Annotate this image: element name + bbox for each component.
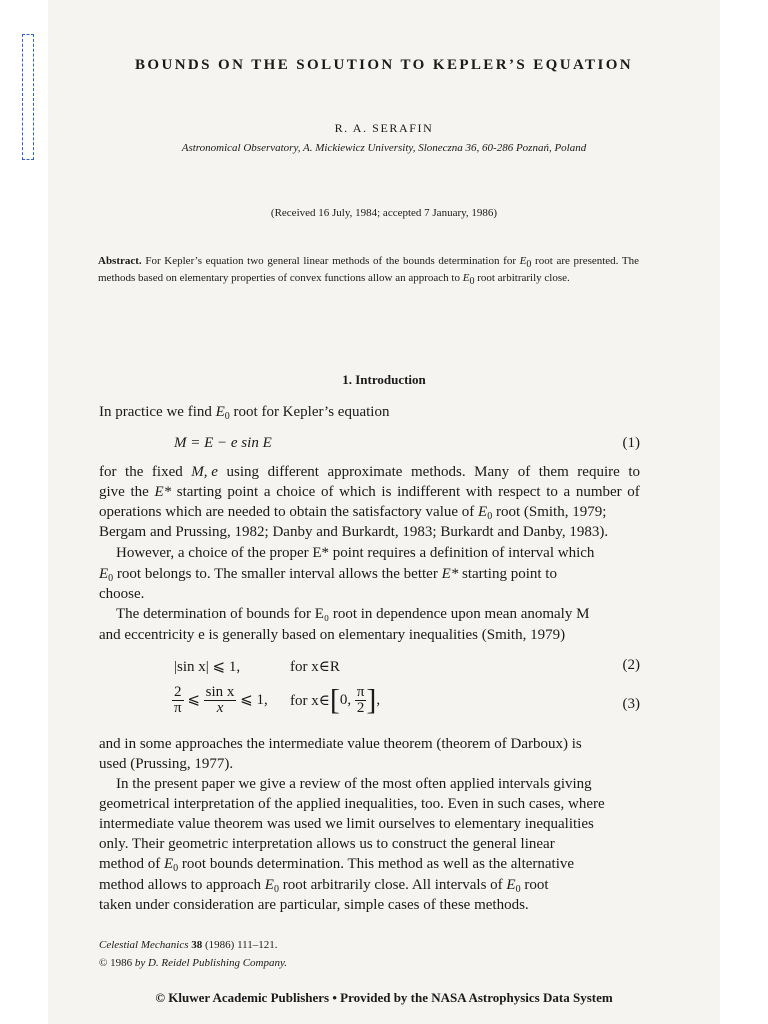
equation-2-condition: for x∈R	[290, 659, 340, 675]
fraction-sinx-over-x: $\frac{\text{sin x}}{x}$	[205, 684, 235, 716]
word: respect	[498, 484, 541, 500]
paragraph-2-line-2	[99, 484, 640, 501]
paragraph-3-line-1: However, a choice of the proper E* point requires a definition of interval which	[116, 545, 595, 561]
fraction-pi-over-2: $\frac{\pi}{2}$	[356, 684, 365, 716]
paragraph-6-line-4: only. Their geometric interpretation allows us to construct the general linear	[99, 836, 555, 852]
paper-title: BOUNDS ON THE SOLUTION TO KEPLER’S EQUATION	[134, 57, 634, 73]
paragraph-6-line-5: method of $E_0$ root bounds determination. This method as well as the alternative	[99, 856, 575, 874]
author: R. A. SERAFIN	[334, 121, 434, 135]
paragraph-2-line-1	[99, 464, 640, 481]
word: for	[99, 464, 117, 480]
word: is	[381, 484, 392, 500]
word: a	[263, 484, 271, 500]
paragraph-2-line-4: Bergam and Prussing, 1982; Danby and Burkardt, 1983; Burkardt and Danby, 1983).	[99, 524, 609, 540]
paragraph-4-line-1: The determination of bounds for E₀ root in dependence upon mean anomaly M	[116, 606, 590, 622]
equation-3-number: (3)	[622, 696, 640, 712]
paragraph-3-line-2: $E_0$ root belongs to. The smaller interval allows the better E* starting point to	[99, 566, 557, 584]
equation-3-condition: for x∈[0, $\frac{\pi}{2}$ ],	[290, 683, 381, 717]
fraction-2-over-pi: $\frac{2}{\pi}$	[174, 684, 182, 716]
word: a	[563, 484, 571, 500]
abstract-label: Abstract.	[98, 255, 142, 267]
right-bracket: ]	[366, 683, 377, 717]
paragraph-4-line-2: and eccentricity e is generally based on elementary inequalities (Smith, 1979)	[99, 627, 566, 643]
word: point	[227, 484, 259, 500]
word: of	[517, 464, 531, 480]
equation-1-number: (1)	[622, 435, 640, 451]
equation-1: M = E − e sin E	[174, 435, 272, 451]
paragraph-3-line-3: choose.	[99, 586, 145, 602]
received-dates: (Received 16 July, 1984; accepted 7 January, 1986)	[270, 207, 498, 219]
word: starting	[176, 484, 222, 500]
word: of	[320, 484, 334, 500]
word: M, e	[191, 464, 218, 480]
equation-3: $\frac{2}{\pi}$ ⩽ $\frac{\text{sin x}}{x}$ ⩽ 1,	[174, 684, 268, 716]
word: methods.	[411, 464, 466, 480]
word: number	[575, 484, 622, 500]
word: using	[226, 464, 260, 480]
word: with	[465, 484, 493, 500]
equation-2-number: (2)	[622, 657, 640, 673]
word: indifferent	[397, 484, 461, 500]
paragraph-6-line-2: geometrical interpretation of the applied inequalities, too. Even in such cases, where	[99, 796, 605, 812]
word: Many	[474, 464, 510, 480]
journal-citation: Celestial Mechanics 38 (1986) 111–121.	[99, 939, 278, 951]
word: E*	[154, 484, 172, 500]
ads-banner: © Kluwer Academic Publishers • Provided by the NASA Astrophysics Data System	[155, 990, 613, 1005]
word: choice	[276, 484, 316, 500]
selection-marker	[22, 34, 34, 160]
word: fixed	[151, 464, 183, 480]
paragraph-5-line-2: used (Prussing, 1977).	[99, 756, 234, 772]
word: give	[99, 484, 125, 500]
word: the	[130, 484, 149, 500]
word: to	[628, 464, 640, 480]
word: them	[538, 464, 569, 480]
word: to	[546, 484, 558, 500]
paragraph-2-line-3: operations which are needed to obtain the satisfactory value of $E_0$ root (Smith, 1979;	[99, 504, 607, 522]
paragraph-5-line-1: and in some approaches the intermediate value theorem (theorem of Darboux) is	[99, 736, 582, 752]
copyright-line: © 1986 by D. Reidel Publishing Company.	[99, 957, 288, 969]
affiliation: Astronomical Observatory, A. Mickiewicz University, Sloneczna 36, 60-286 Poznań, Poland	[181, 142, 587, 154]
section-heading: 1. Introduction	[342, 372, 426, 387]
abstract: Abstract. For Kepler’s equation two general linear methods of the bounds determination for $E_0$ root are presented. The methods based on elementary properties of convex functions allow an approach to $E_0$ root arbitrarily close.	[98, 255, 639, 287]
equation-2: |sin x| ⩽ 1,	[174, 659, 241, 675]
word: the	[125, 464, 144, 480]
word: different	[267, 464, 319, 480]
paragraph-6-line-1: In the present paper we give a review of the most often applied intervals giving	[116, 776, 592, 792]
paragraph-6-line-6: method allows to approach $E_0$ root arbitrarily close. All intervals of $E_0$ root	[99, 877, 549, 895]
word: of	[627, 484, 640, 500]
word: which	[339, 484, 376, 500]
paragraph-6-line-7: taken under consideration are particular, simple cases of these methods.	[99, 897, 529, 913]
word: approximate	[327, 464, 403, 480]
paragraph-6-line-3: intermediate value theorem was used we limit ourselves to elementary inequalities	[99, 816, 594, 832]
word: require	[577, 464, 620, 480]
left-bracket: [	[329, 683, 340, 717]
paragraph-1: In practice we find $E_0$ root for Kepler’s equation	[99, 404, 390, 422]
